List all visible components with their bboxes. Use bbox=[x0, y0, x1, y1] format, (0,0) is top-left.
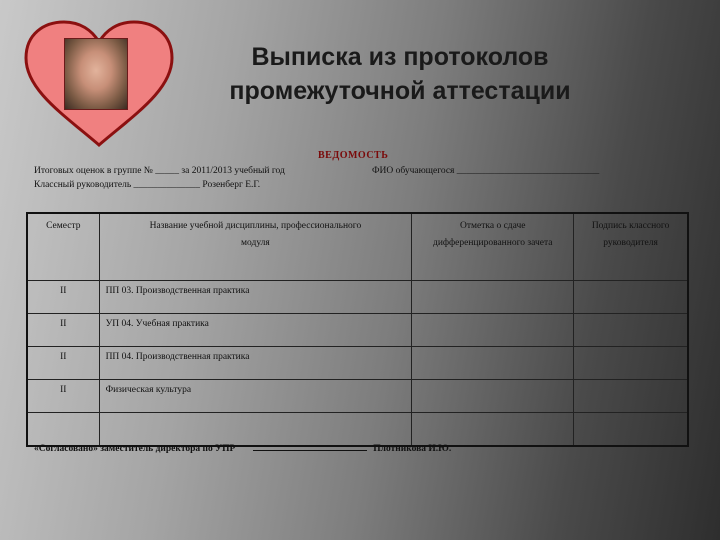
cell-mark bbox=[412, 380, 574, 413]
header-signature: Подпись классного руководителя bbox=[574, 213, 688, 281]
table-header-row bbox=[27, 213, 688, 281]
cell-discipline: ПП 04. Производственная практика bbox=[99, 347, 412, 380]
header-semester: Семестр bbox=[27, 213, 99, 281]
header-mark: Отметка о сдаче дифференцированного зачета bbox=[412, 213, 574, 281]
cell-semester: II bbox=[27, 347, 99, 380]
header-discipline: Название учебной дисциплины, профессионального модуля bbox=[99, 213, 412, 281]
cell-signature bbox=[574, 380, 688, 413]
table-row bbox=[27, 314, 688, 347]
table-row bbox=[27, 380, 688, 413]
page-title bbox=[190, 40, 610, 108]
cell-mark bbox=[412, 314, 574, 347]
approver-name: Плотникова И.Ю. bbox=[373, 444, 452, 454]
signature-line bbox=[253, 441, 367, 451]
cell-discipline: УП 04. Учебная практика bbox=[99, 314, 412, 347]
table-row bbox=[27, 281, 688, 314]
title-line-1: Выписка из протоколов bbox=[251, 43, 549, 71]
group-grades-line: Итоговых оценок в группе № _____ за 2011/2013 учебный год bbox=[34, 166, 285, 176]
approval-footer bbox=[34, 441, 451, 454]
cell-signature bbox=[574, 281, 688, 314]
cell-signature bbox=[574, 314, 688, 347]
cell-semester: II bbox=[27, 380, 99, 413]
cell-semester: II bbox=[27, 281, 99, 314]
portrait-photo bbox=[64, 38, 128, 110]
class-teacher-line: Классный руководитель ______________ Розенберг Е.Г. bbox=[34, 180, 261, 190]
grades-table bbox=[26, 212, 689, 447]
cell-discipline: ПП 03. Производственная практика bbox=[99, 281, 412, 314]
cell-mark bbox=[412, 281, 574, 314]
cell-signature bbox=[574, 347, 688, 380]
student-name-line: ФИО обучающегося ______________________________ bbox=[372, 166, 600, 176]
cell-signature bbox=[574, 413, 688, 447]
approval-label: «Согласовано» заместитель директора по УПР bbox=[34, 444, 236, 454]
document-heading: ВЕДОМОСТЬ bbox=[318, 150, 389, 161]
title-line-2: промежуточной аттестации bbox=[229, 77, 571, 105]
table-row bbox=[27, 347, 688, 380]
cell-mark bbox=[412, 347, 574, 380]
cell-semester: II bbox=[27, 314, 99, 347]
cell-discipline: Физическая культура bbox=[99, 380, 412, 413]
